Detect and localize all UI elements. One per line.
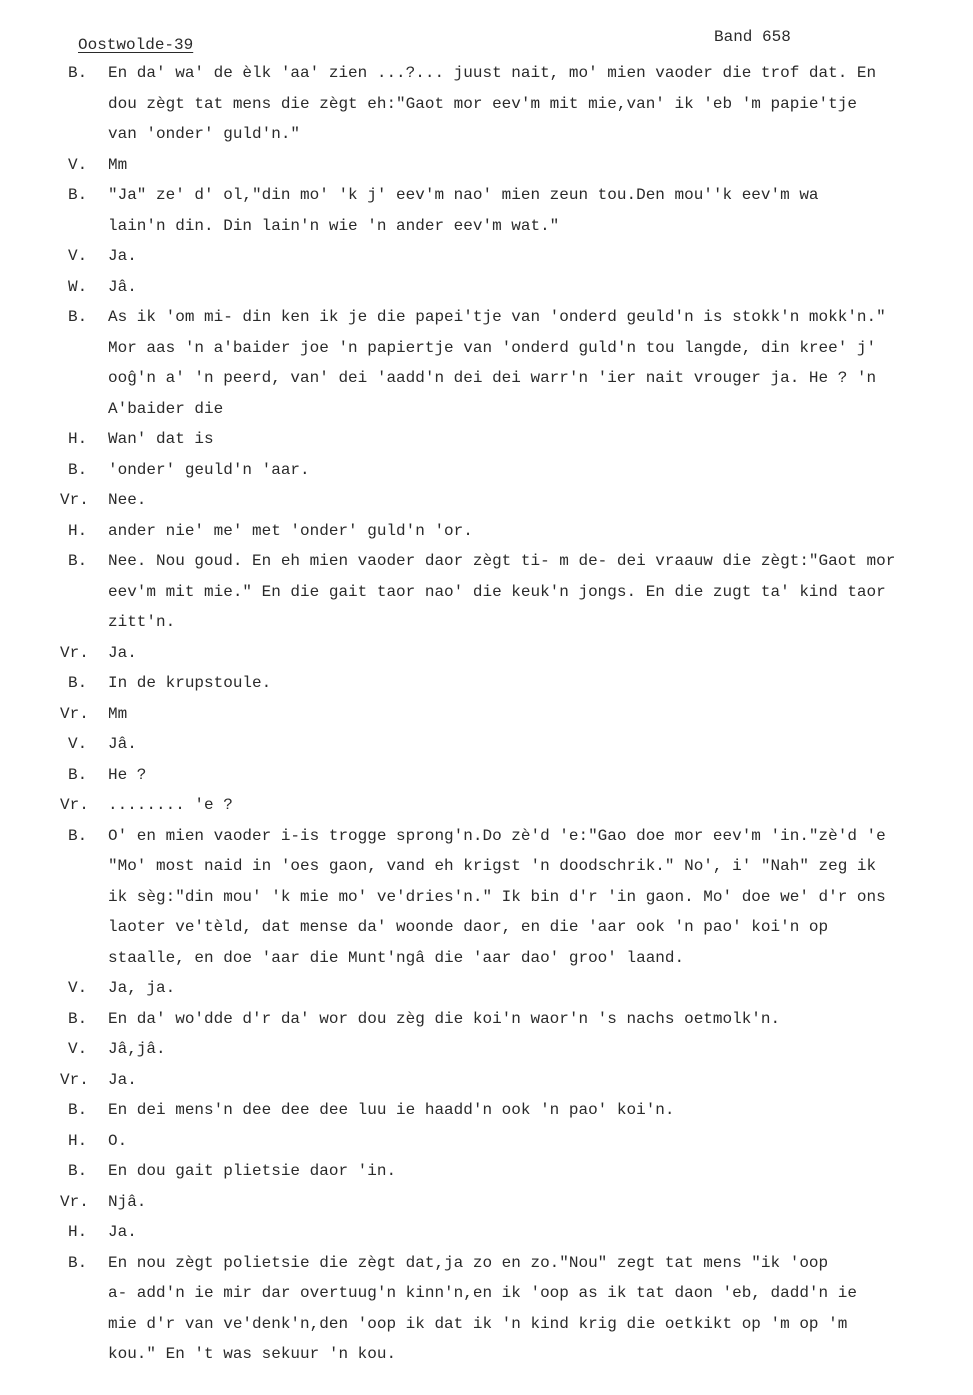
utterance-line: O' en mien vaoder i-is trogge sprong'n.Do zè'd 'e:"Gao doe mor eev'm 'in."zè'd 'e: [108, 826, 886, 845]
utterance-line: En dou gait plietsie daor 'in.: [108, 1162, 397, 1180]
utterance-text: [108, 58, 973, 150]
utterance-line: He ?: [108, 765, 147, 784]
utterance-line: Ja.: [108, 247, 137, 265]
utterance-line: Njâ.: [108, 1192, 147, 1211]
utterance-line: As ik 'om mi- din ken ik je die papei'tje van 'onderd geuld'n is stokk'n mokk'n.": [108, 308, 886, 326]
transcript-entry: [0, 973, 973, 1004]
utterance-line: lain'n din. Din lain'n wie 'n ander eev'm wat.": [108, 216, 560, 235]
speaker-label: V.: [68, 1040, 88, 1058]
transcript-entry: [0, 1126, 973, 1157]
utterance-line: van 'onder' guld'n.": [108, 125, 301, 143]
utterance-text: [108, 638, 973, 669]
utterance-line: Mm: [108, 704, 128, 723]
transcript-entry: [0, 272, 973, 303]
transcript-entry: [0, 638, 973, 669]
transcript-entry: [0, 516, 973, 547]
speaker-label: H.: [68, 1223, 88, 1241]
speaker-label: V.: [68, 979, 88, 997]
utterance-text: [108, 760, 973, 791]
transcript-entry: [0, 699, 973, 730]
utterance-text: [108, 1034, 973, 1065]
transcript-entry: [0, 1034, 973, 1065]
speaker-label: B.: [68, 1253, 88, 1272]
transcript-entry: [0, 485, 973, 516]
utterance-text: [108, 1095, 973, 1126]
utterance-line: En da' wa' de èlk 'aa' zien ...?... juust nait, mo' mien vaoder die trof dat. En: [108, 64, 877, 82]
transcript-entry: [0, 546, 973, 638]
utterance-line: Ja, ja.: [108, 979, 176, 997]
utterance-text: [108, 1217, 973, 1248]
utterance-line: En nou zègt polietsie die zègt dat,ja zo en zo."Nou" zegt tat mens "ik 'oop: [108, 1253, 829, 1272]
utterance-line: dou zègt tat mens die zègt eh:"Gaot mor eev'm mit mie,van' ik 'eb 'm papie'tje: [108, 94, 857, 113]
utterance-text: [108, 241, 973, 272]
utterance-line: ooĝ'n a' 'n peerd, van' dei 'aadd'n dei dei warr'n 'ier nait vrouger ja. He ? 'n: [108, 369, 877, 387]
utterance-line: 'onder' geuld'n 'aar.: [108, 460, 310, 479]
utterance-line: "Ja" ze' d' ol,"din mo' 'k j' eev'm nao' mien zeun tou.Den mou''k eev'm wa: [108, 186, 819, 204]
transcript-entry: [0, 790, 973, 821]
utterance-text: [108, 1156, 973, 1187]
speaker-label: Vr.: [60, 704, 89, 723]
transcript-entry: [0, 424, 973, 455]
speaker-label: B.: [68, 64, 88, 82]
transcript-entry: [0, 1156, 973, 1187]
speaker-label: B.: [68, 674, 88, 692]
utterance-line: Nee.: [108, 491, 147, 509]
speaker-label: H.: [68, 1131, 88, 1150]
speaker-label: B.: [68, 308, 88, 326]
utterance-text: [108, 455, 973, 486]
transcript-entry: [0, 150, 973, 181]
transcript-entry: [0, 821, 973, 974]
utterance-line: Mm: [108, 155, 128, 174]
speaker-label: B.: [68, 826, 88, 845]
utterance-text: [108, 1065, 973, 1096]
utterance-text: [108, 1126, 973, 1157]
utterance-line: Jâ,jâ.: [108, 1040, 166, 1058]
utterance-text: [108, 821, 973, 974]
utterance-line: Ja.: [108, 1070, 137, 1089]
utterance-line: kou." En 't was sekuur 'n kou.: [108, 1345, 397, 1363]
transcript-entry: [0, 760, 973, 791]
utterance-text: [108, 150, 973, 181]
utterance-line: a- add'n ie mir dar overtuug'n kinn'n,en ik 'oop as ik tat daon 'eb, dadd'n ie: [108, 1284, 857, 1302]
transcript-entry: [0, 1187, 973, 1218]
utterance-line: zitt'n.: [108, 613, 176, 631]
speaker-label: H.: [68, 521, 88, 540]
utterance-line: Nee. Nou goud. En eh mien vaoder daor zègt ti- m de- dei vraauw die zègt:"Gaot mor: [108, 552, 896, 570]
transcript-entry: [0, 241, 973, 272]
utterance-line: eev'm mit mie." En die gait taor nao' die keuk'n jongs. En die zugt ta' kind taor: [108, 582, 886, 601]
speaker-label: Vr.: [60, 643, 89, 662]
transcript-entry: [0, 668, 973, 699]
utterance-text: [108, 180, 973, 241]
transcript-entry: [0, 1004, 973, 1035]
utterance-text: [108, 1004, 973, 1035]
utterance-line: Ja.: [108, 1223, 137, 1241]
speaker-label: B.: [68, 1162, 88, 1180]
speaker-label: B.: [68, 552, 88, 570]
utterance-text: [108, 699, 973, 730]
utterance-line: A'baider die: [108, 399, 224, 418]
speaker-label: V.: [68, 247, 88, 265]
utterance-text: [108, 729, 973, 760]
speaker-label: B.: [68, 186, 88, 204]
utterance-line: En da' wo'dde d'r da' wor dou zèg die koi'n waor'n 's nachs oetmolk'n.: [108, 1009, 781, 1028]
utterance-line: O.: [108, 1131, 128, 1150]
utterance-line: ander nie' me' met 'onder' guld'n 'or.: [108, 521, 473, 540]
speaker-label: B.: [68, 1101, 88, 1119]
utterance-line: Mor aas 'n a'baider joe 'n papiertje van 'onderd guld'n tou langde, din kree' j': [108, 338, 877, 357]
utterance-text: [108, 668, 973, 699]
transcript-entry: [0, 1095, 973, 1126]
utterance-text: [108, 1248, 973, 1370]
utterance-line: ik sèg:"din mou' 'k mie mo' ve'dries'n." Ik bin d'r 'in gaon. Mo' doe we' d'r ons: [108, 887, 886, 906]
utterance-text: [108, 272, 973, 303]
transcript-entry: [0, 729, 973, 760]
speaker-label: V.: [68, 155, 88, 174]
speaker-label: Vr.: [60, 1192, 89, 1211]
speaker-label: Vr.: [60, 491, 89, 509]
speaker-label: Vr.: [60, 1070, 89, 1089]
utterance-line: En dei mens'n dee dee dee luu ie haadd'n ook 'n pao' koi'n.: [108, 1101, 675, 1119]
tape-number: Band 658: [714, 28, 791, 46]
speaker-label: W.: [68, 277, 88, 296]
utterance-text: [108, 424, 973, 455]
utterance-text: [108, 1187, 973, 1218]
transcript-entry: [0, 58, 973, 150]
location-header: Oostwolde-39: [78, 36, 194, 54]
utterance-text: [108, 790, 973, 821]
utterance-text: [108, 302, 973, 424]
utterance-line: Wan' dat is: [108, 430, 214, 448]
utterance-line: Jâ.: [108, 277, 137, 296]
utterance-line: staalle, en doe 'aar die Munt'ngâ die 'aar dao' groo' laand.: [108, 948, 685, 967]
speaker-label: V.: [68, 735, 88, 753]
transcript-entry: [0, 1217, 973, 1248]
utterance-line: Ja.: [108, 643, 137, 662]
utterance-line: Jâ.: [108, 735, 137, 753]
transcript-entry: [0, 1065, 973, 1096]
speaker-label: B.: [68, 460, 88, 479]
utterance-text: [108, 485, 973, 516]
utterance-line: laoter ve'tèld, dat mense da' woonde daor, en die 'aar ook 'n pao' koi'n op: [108, 918, 829, 936]
utterance-line: mie d'r van ve'denk'n,den 'oop ik dat ik 'n kind krig die oetkikt op 'm op 'm: [108, 1314, 848, 1333]
transcript-entry: [0, 302, 973, 424]
utterance-line: ........ 'e ?: [108, 796, 233, 814]
transcript-entry: [0, 1248, 973, 1370]
speaker-label: B.: [68, 765, 88, 784]
utterance-text: [108, 973, 973, 1004]
speaker-label: Vr.: [60, 796, 89, 814]
utterance-text: [108, 516, 973, 547]
transcript-entry: [0, 180, 973, 241]
transcript-entry: [0, 455, 973, 486]
utterance-line: In de krupstoule.: [108, 674, 272, 692]
utterance-line: "Mo' most naid in 'oes gaon, vand eh krigst 'n doodschrik." No', i' "Nah" zeg ik: [108, 857, 877, 875]
utterance-text: [108, 546, 973, 638]
transcript: [0, 58, 973, 1370]
speaker-label: H.: [68, 430, 88, 448]
speaker-label: B.: [68, 1009, 88, 1028]
